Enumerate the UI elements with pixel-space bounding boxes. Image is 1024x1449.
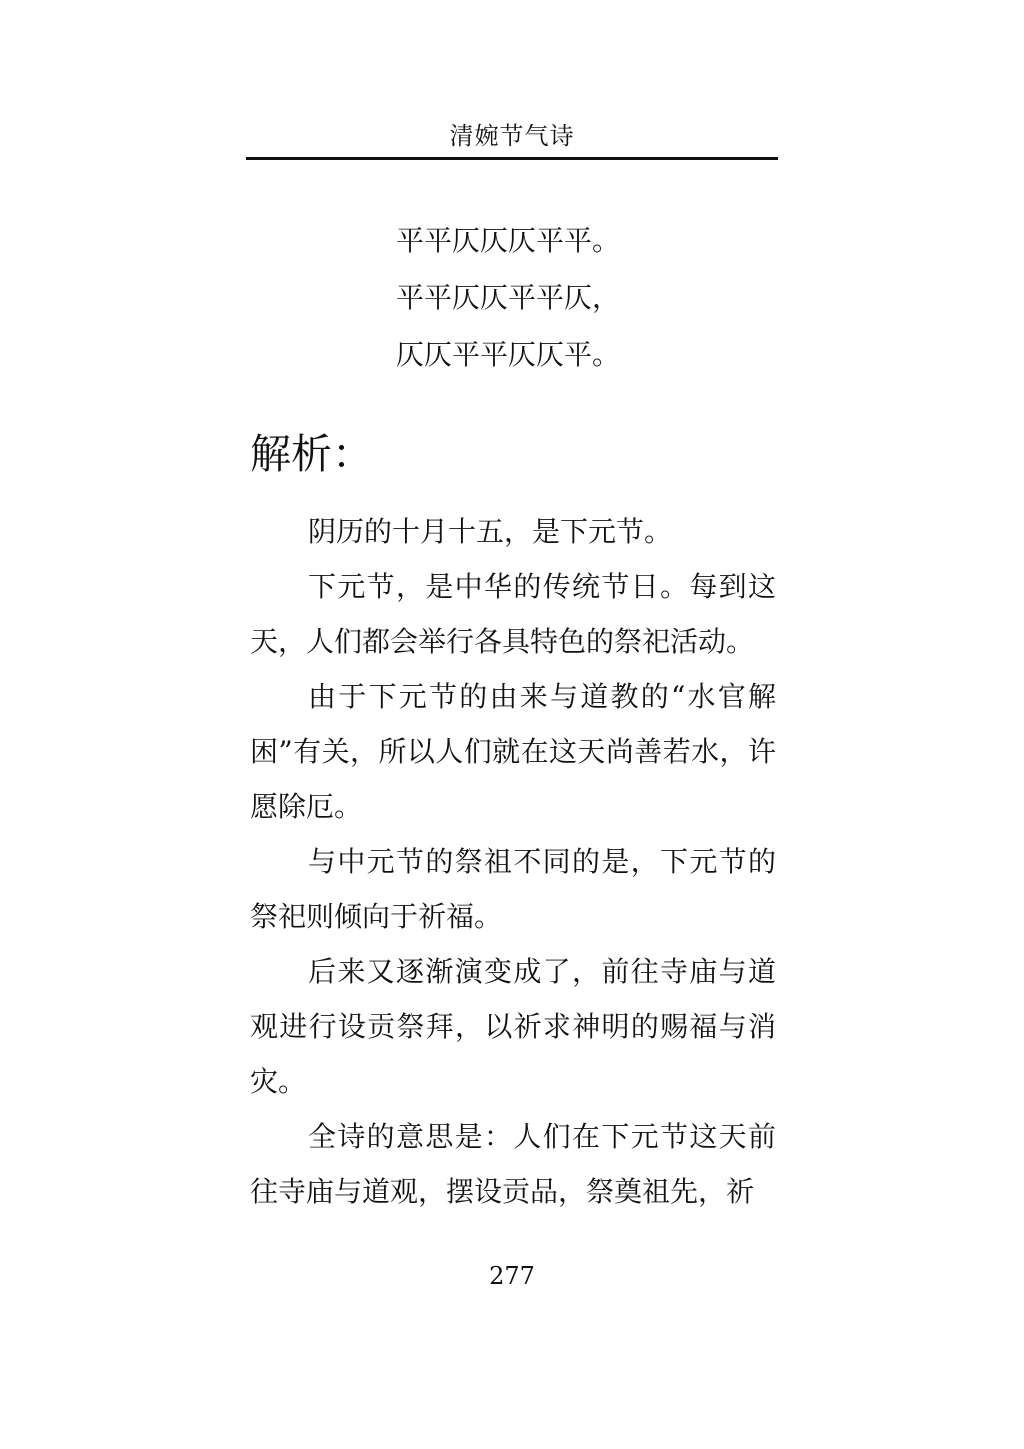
tonal-pattern-line: 平平仄仄平平仄， xyxy=(396,281,621,314)
running-header-title: 清婉节气诗 xyxy=(449,122,575,150)
analysis-paragraph: 与中元节的祭祖不同的是，下元节的祭祀则倾向于祈福。 xyxy=(250,845,776,933)
tonal-pattern-line: 仄仄平平仄仄平。 xyxy=(396,338,621,371)
header-divider xyxy=(246,157,778,160)
analysis-paragraph: 阴历的十月十五，是下元节。 xyxy=(308,515,673,548)
tonal-pattern-block xyxy=(396,212,620,383)
page-number: 277 xyxy=(489,1262,535,1290)
analysis-paragraph: 下元节，是中华的传统节日。每到这天，人们都会举行各具特色的祭祀活动。 xyxy=(250,570,776,658)
analysis-body xyxy=(250,504,776,1219)
analysis-paragraph: 后来又逐渐演变成了，前往寺庙与道观进行设贡祭拜，以祈求神明的赐福与消灾。 xyxy=(250,955,776,1098)
tonal-pattern-line: 平平仄仄仄平平。 xyxy=(396,224,621,257)
analysis-heading: 解析： xyxy=(250,430,373,478)
analysis-paragraph: 由于下元节的由来与道教的“水官解困”有关，所以人们就在这天尚善若水，许愿除厄。 xyxy=(250,680,776,823)
analysis-paragraph: 全诗的意思是：人们在下元节这天前往寺庙与道观，摆设贡品，祭奠祖先，祈 xyxy=(250,1120,776,1208)
